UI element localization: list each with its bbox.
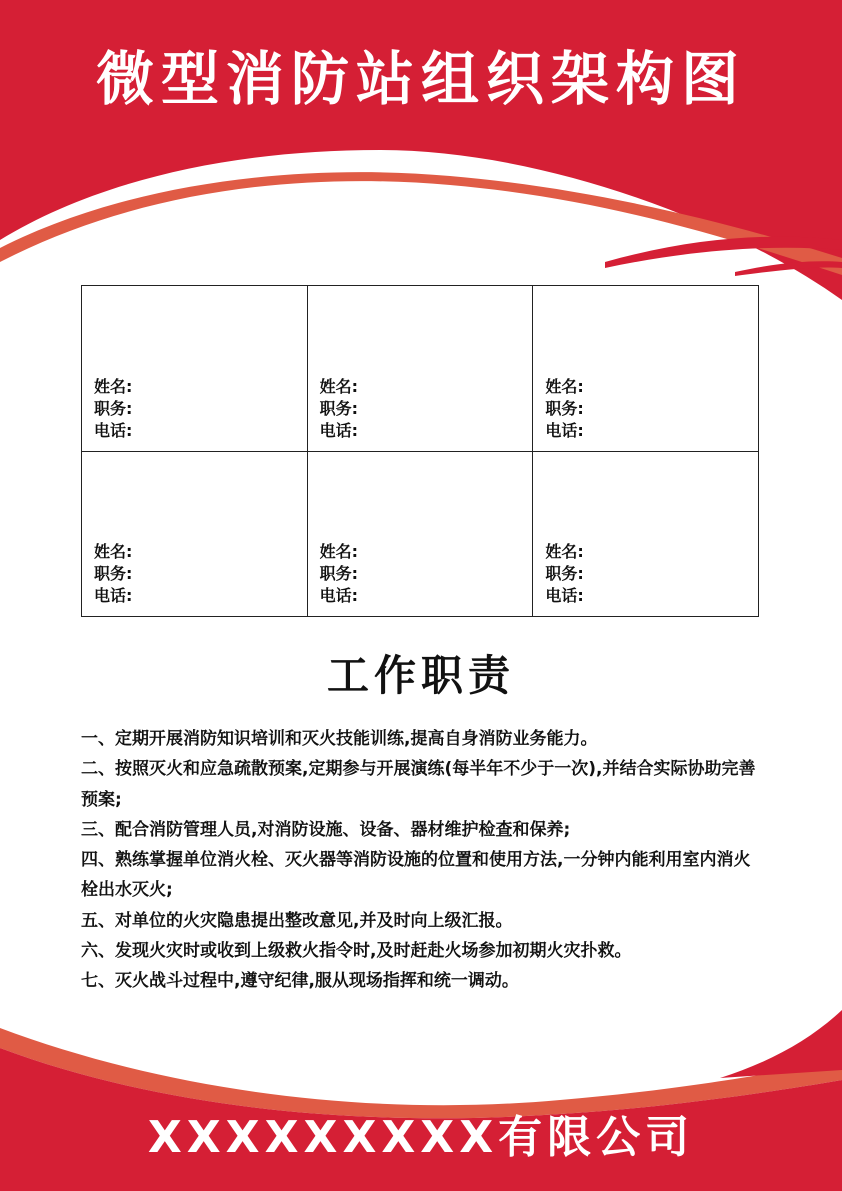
staff-position-label: 职务:	[545, 564, 584, 583]
staff-phone-label: 电话:	[94, 586, 133, 605]
staff-card	[82, 452, 308, 618]
duty-item: 一、定期开展消防知识培训和灭火技能训练,提高自身消防业务能力。	[81, 729, 598, 749]
duties-heading: 工作职责	[326, 651, 515, 700]
staff-info	[545, 541, 583, 607]
staff-card	[533, 286, 759, 452]
staff-name-label: 姓名:	[319, 542, 359, 561]
staff-info	[320, 376, 358, 442]
staff-card	[533, 452, 759, 618]
staff-info	[94, 376, 132, 442]
duty-item: 四、熟练掌握单位消火栓、灭火器等消防设施的位置和使用方法,一分钟内能利用室内消火栓出水灭火;	[81, 850, 751, 901]
page-title: 微型消防站组织架构图	[95, 45, 746, 113]
staff-info	[320, 541, 358, 607]
duty-item: 六、发现火灾时或收到上级救火指令时,及时赶赴火场参加初期火灾扑救。	[81, 941, 632, 962]
staff-name-label: 姓名:	[94, 542, 133, 561]
staff-position-label: 职务:	[94, 398, 133, 418]
staff-card	[82, 286, 308, 452]
footer-side-accent	[720, 1010, 842, 1078]
staff-position-label: 职务:	[545, 398, 584, 418]
company-name: XXXXXXXXX有限公司	[147, 1112, 695, 1163]
staff-position-label: 职务:	[94, 564, 133, 583]
duties-list	[81, 724, 756, 997]
staff-info	[94, 541, 132, 607]
duty-item: 三、配合消防管理人员,对消防设施、设备、器材维护检查和保养;	[81, 819, 571, 840]
staff-phone-label: 电话:	[319, 420, 359, 440]
staff-phone-label: 电话:	[319, 586, 359, 605]
staff-name-label: 姓名:	[545, 376, 584, 396]
duty-item: 五、对单位的火灾隐患提出整改意见,并及时向上级汇报。	[81, 910, 513, 931]
staff-name-label: 姓名:	[545, 542, 584, 561]
staff-name-label: 姓名:	[319, 376, 359, 396]
staff-card	[308, 286, 534, 452]
staff-phone-label: 电话:	[94, 420, 133, 440]
staff-name-label: 姓名:	[94, 376, 133, 396]
staff-position-label: 职务:	[319, 398, 359, 418]
staff-info	[545, 376, 583, 442]
duty-item: 二、按照灭火和应急疏散预案,定期参与开展演练(每半年不少于一次),并结合实际协助完善预案;	[81, 759, 756, 810]
duty-item: 七、灭火战斗过程中,遵守纪律,服从现场指挥和统一调动。	[81, 971, 519, 992]
staff-position-label: 职务:	[319, 564, 359, 583]
staff-grid	[81, 285, 759, 617]
staff-card	[308, 452, 534, 618]
staff-phone-label: 电话:	[545, 420, 584, 440]
staff-phone-label: 电话:	[545, 586, 584, 605]
